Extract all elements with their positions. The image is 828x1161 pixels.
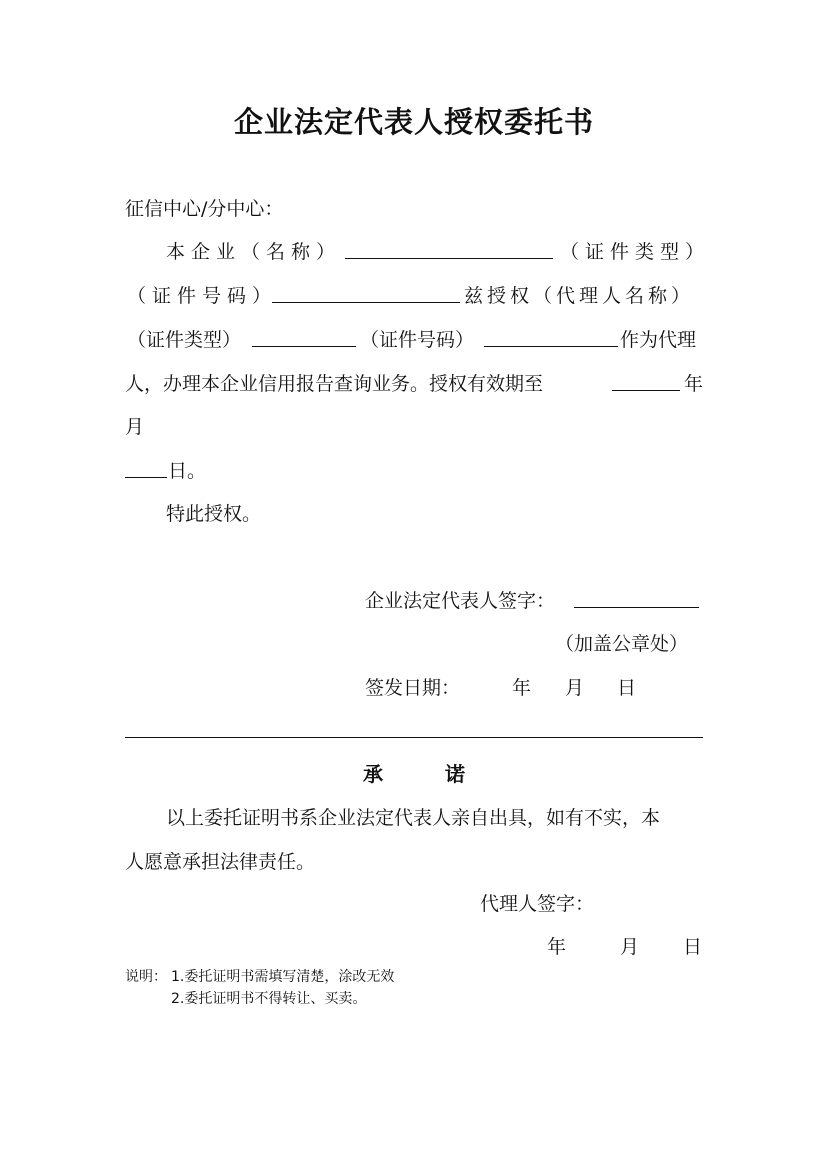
agent-id-type-blank: [252, 346, 356, 347]
promise-date-year: 年: [547, 936, 567, 958]
note-item-1: 1.委托证明书需填写清楚，涂改无效: [171, 969, 395, 985]
validity-month-label: 月: [125, 416, 145, 438]
promise-title-char-2: 诺: [444, 762, 465, 786]
agent-id-number-blank: [484, 346, 618, 347]
agent-id-number-label: （证件号码）: [360, 329, 475, 351]
section-divider: [125, 737, 703, 738]
promise-date-day: 日: [683, 936, 703, 958]
agent-signature-label: 代理人签字：: [480, 893, 595, 915]
issue-date-label: 签发日期：: [365, 677, 461, 699]
issue-date-month: 月: [565, 677, 585, 699]
authorization-purpose-text: 人，办理本企业信用报告查询业务。授权有效期至: [125, 373, 544, 395]
promise-title-char-1: 承: [363, 762, 384, 786]
issue-date-year: 年: [512, 677, 532, 699]
id-number-blank: [272, 302, 460, 303]
legal-rep-signature-label: 企业法定代表人签字：: [365, 590, 556, 612]
issue-date-day: 日: [617, 677, 637, 699]
id-number-label: （证件号码）: [127, 285, 278, 307]
promise-text-line-2: 人愿意承担法律责任。: [125, 851, 316, 873]
notes-label: 说明：: [125, 969, 167, 985]
promise-title: [0, 758, 828, 787]
company-name-label: 本企业（名称）: [166, 241, 342, 263]
document-title: 企业法定代表人授权委托书: [233, 105, 594, 139]
validity-year-blank: [612, 390, 680, 391]
promise-text-line-1: 以上委托证明书系企业法定代表人亲自出具，如有不实，本: [166, 807, 661, 829]
seal-note: （加盖公章处）: [555, 633, 689, 655]
promise-date-month: 月: [620, 936, 640, 958]
validity-year-label: 年: [684, 373, 704, 395]
validity-day-label: 日。: [168, 460, 207, 482]
id-type-label: （证件类型）: [560, 241, 711, 263]
company-name-blank: [345, 258, 553, 259]
agent-id-type-label: （证件类型）: [127, 329, 242, 351]
recipient-line: 征信中心/分中心：: [125, 198, 284, 220]
validity-day-blank: [125, 477, 167, 478]
agent-name-label: 兹授权（代理人名称）: [464, 285, 695, 307]
note-item-2: 2.委托证明书不得转让、买卖。: [171, 991, 367, 1007]
as-agent-text: 作为代理: [620, 329, 697, 351]
legal-rep-signature-blank: [574, 607, 699, 608]
closing-text: 特此授权。: [166, 503, 262, 525]
